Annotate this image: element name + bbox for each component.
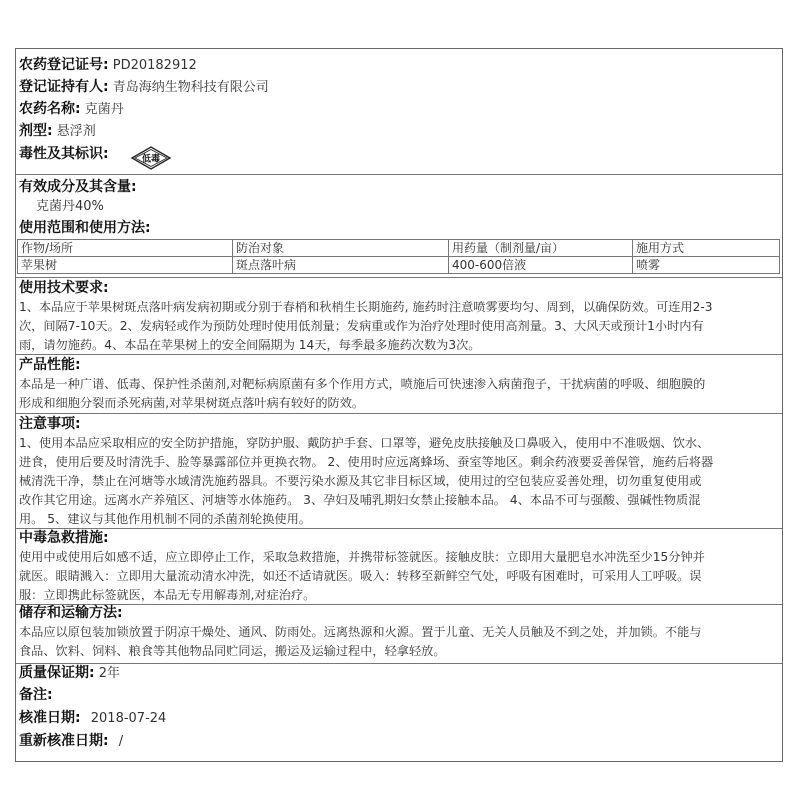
storage-line: 食品、饮料、饲料、粮食等其他物品同贮同运，搬运及运输过程中，轻拿轻放。 bbox=[19, 644, 446, 658]
first-aid-line: 就医。眼睛溅入：立即用大量流动清水冲洗，如还不适请就医。吸入：转移至新鲜空气处，呼吸有困难时，可采用人工呼吸。误 bbox=[19, 569, 702, 583]
performance-label: 产品性能: bbox=[19, 357, 81, 373]
formulation-value: 悬浮剂 bbox=[56, 124, 96, 139]
storage-label: 储存和运输方法: bbox=[19, 605, 123, 621]
tech-line: 次，间隔7-10天。2、发病轻或作为预防处理时使用低剂量；发病重或作为治疗处理时使用高剂量。3、大风天或预计1小时内有 bbox=[19, 319, 704, 333]
performance-section bbox=[19, 356, 781, 413]
pesticide-name-label: 农药名称: bbox=[19, 101, 81, 117]
warranty-value: 2年 bbox=[98, 666, 121, 681]
usage-header-method: 施用方式 bbox=[633, 240, 780, 257]
notes-line: 进食，使用后要及时清洗手、脸等暴露部位并更换衣物。 2、使用时应远离蜂场、蚕室等地区。剩余药液要妥善保管，施药后将器 bbox=[19, 455, 714, 469]
tech-line: 1、本品应于苹果树斑点落叶病发病初期或分别于春梢和秋梢生长期施药, 施药时注意喷雾要均匀、周到，以确保防效。可连用2-3 bbox=[19, 300, 713, 314]
notes-line: 1、使用本品应采取相应的安全防护措施，穿防护服、戴防护手套、口罩等，避免皮肤接触及口鼻吸入，使用中不准吸烟、饮水、 bbox=[19, 436, 710, 450]
ingredient-heading-row bbox=[19, 179, 781, 196]
usage-cell-dosage: 400-600倍液 bbox=[449, 257, 633, 274]
performance-line: 形成和细胞分裂而杀死病菌,对苹果树斑点落叶病有较好的防效。 bbox=[19, 396, 365, 410]
ingredient-value-row bbox=[36, 198, 781, 215]
first-aid-line: 服：立即携此标签就医，本品无专用解毒剂,对症治疗。 bbox=[19, 588, 316, 602]
ingredient-value: 克菌丹40% bbox=[36, 199, 104, 214]
reapproval-date-label: 重新核准日期: bbox=[19, 733, 109, 749]
reapproval-date-row bbox=[19, 733, 781, 750]
approval-date-value: 2018-07-24 bbox=[90, 711, 167, 726]
low-toxicity-badge-icon bbox=[130, 145, 172, 171]
notes-label: 注意事项: bbox=[19, 416, 81, 432]
notes-line: 用。 5、建议与其他作用机制不同的杀菌剂轮换使用。 bbox=[19, 512, 311, 526]
usage-table bbox=[17, 239, 780, 274]
holder-label: 登记证持有人: bbox=[19, 79, 109, 95]
usage-label: 使用范围和使用方法: bbox=[19, 220, 151, 236]
first-aid-label: 中毒急救措施: bbox=[19, 530, 109, 546]
ingredient-label: 有效成分及其含量: bbox=[19, 179, 137, 195]
divider bbox=[16, 174, 782, 175]
divider bbox=[16, 663, 782, 664]
registration-number-value: PD20182912 bbox=[112, 58, 197, 73]
notes-line: 械清洗干净，禁止在河塘等水域清洗施药器具。不要污染水源及其它非目标区域，使用过的空包装应妥善处理，切勿重复使用或 bbox=[19, 474, 702, 488]
tech-requirements-label: 使用技术要求: bbox=[19, 280, 109, 296]
storage-line: 本品应以原包装加锁放置于阴凉干燥处、通风、防雨处。远离热源和火源。置于儿童、无关人员触及不到之处，并加锁。不能与 bbox=[19, 625, 702, 639]
formulation-row bbox=[19, 123, 781, 140]
first-aid-line: 使用中或使用后如感不适，应立即停止工作，采取急救措施，并携带标签就医。接触皮肤：立即用大量肥皂水冲洗至少15分钟并 bbox=[19, 550, 705, 564]
table-row bbox=[18, 257, 780, 274]
first-aid-section bbox=[19, 529, 781, 605]
divider bbox=[16, 354, 782, 355]
notes-section bbox=[19, 415, 781, 529]
formulation-label: 剂型: bbox=[19, 123, 53, 139]
remarks-label: 备注: bbox=[19, 687, 53, 703]
toxicity-label: 毒性及其标识: bbox=[19, 146, 109, 162]
divider bbox=[16, 413, 782, 414]
reapproval-date-value: / bbox=[118, 734, 124, 749]
usage-table-header bbox=[18, 240, 780, 257]
holder-value: 青岛海纳生物科技有限公司 bbox=[112, 80, 269, 95]
registration-number-row bbox=[19, 57, 781, 74]
tech-requirements-section bbox=[19, 279, 781, 355]
usage-header-target: 防治对象 bbox=[233, 240, 449, 257]
performance-line: 本品是一种广谱、低毒、保护性杀菌剂,对靶标病原菌有多个作用方式，喷施后可快速渗入病菌孢子，干扰病菌的呼吸、细胞膜的 bbox=[19, 377, 706, 391]
usage-header-dosage: 用药量（制剂量/亩） bbox=[449, 240, 633, 257]
divider bbox=[16, 277, 782, 278]
notes-line: 改作其它用途。远离水产养殖区、河塘等水体施药。 3、孕妇及哺乳期妇女禁止接触本品。 4、本品不可与强酸、强碱性物质混 bbox=[19, 493, 701, 507]
warranty-row bbox=[19, 665, 781, 682]
usage-heading-row bbox=[19, 220, 781, 237]
registration-number-label: 农药登记证号: bbox=[19, 57, 109, 73]
usage-cell-target: 斑点落叶病 bbox=[233, 257, 449, 274]
usage-cell-method: 喷雾 bbox=[633, 257, 780, 274]
toxicity-badge-text: 低毒 bbox=[141, 154, 161, 165]
storage-section bbox=[19, 604, 781, 661]
warranty-label: 质量保证期: bbox=[19, 665, 95, 681]
holder-row bbox=[19, 79, 781, 96]
usage-header-crop: 作物/场所 bbox=[18, 240, 233, 257]
pesticide-name-row bbox=[19, 101, 781, 118]
pesticide-name-value: 克菌丹 bbox=[84, 102, 124, 117]
approval-date-label: 核准日期: bbox=[19, 710, 81, 726]
tech-line: 雨，请勿施药。4、本品在苹果树上的安全间隔期为 14天，每季最多施药次数为3次。 bbox=[19, 338, 481, 352]
remarks-row bbox=[19, 687, 781, 704]
usage-cell-crop: 苹果树 bbox=[18, 257, 233, 274]
approval-date-row bbox=[19, 710, 781, 727]
